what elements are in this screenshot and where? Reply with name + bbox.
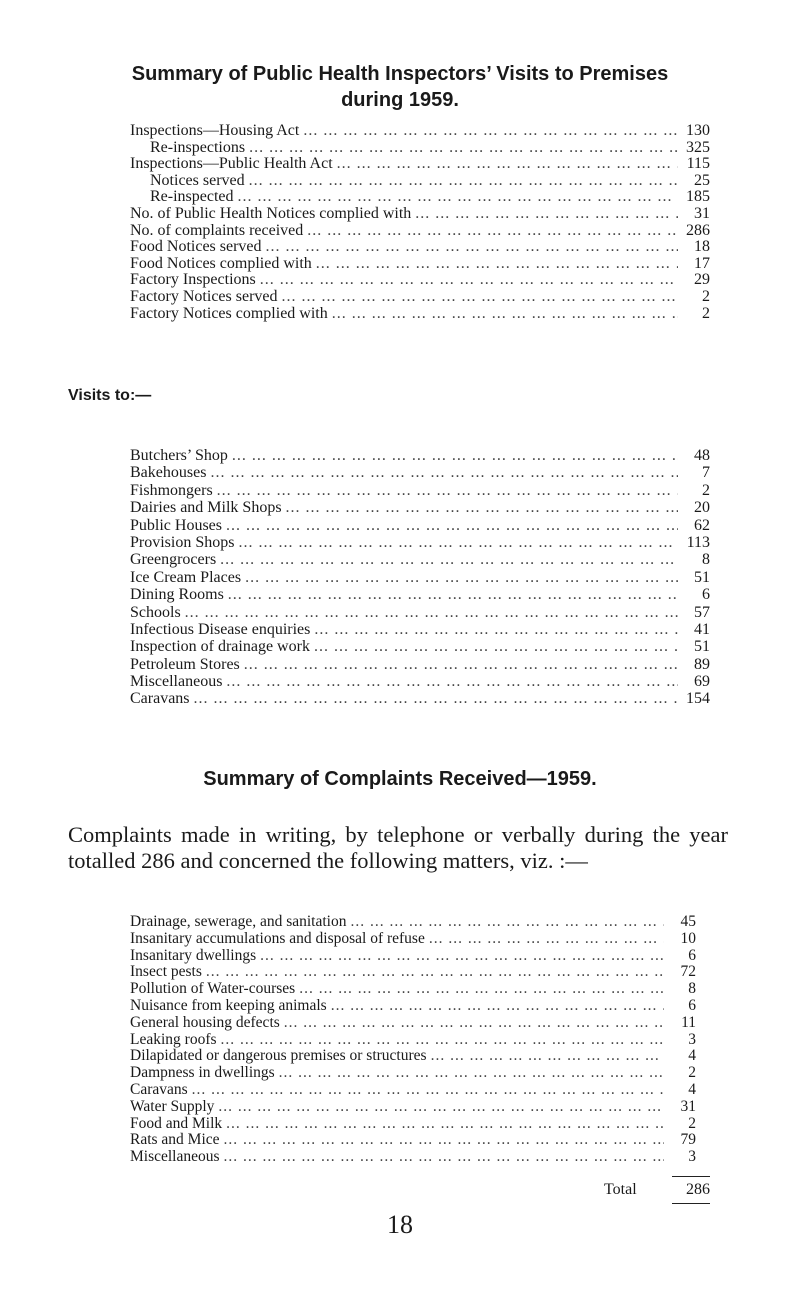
item-value: 10 — [680, 929, 696, 947]
list-item — [130, 306, 710, 323]
item-value: 69 — [694, 673, 710, 691]
item-label: Caravans — [130, 690, 190, 708]
complaints-heading: Summary of Complaints Received—1959. — [203, 768, 597, 790]
list-item — [130, 1116, 696, 1133]
item-value: 51 — [694, 568, 710, 586]
item-value: 113 — [686, 533, 710, 551]
list-item — [130, 1032, 696, 1049]
leader-dots — [222, 673, 678, 690]
item-label: Insanitary dwellings — [130, 946, 257, 964]
item-value: 185 — [686, 188, 710, 206]
item-label: Notices served — [150, 171, 245, 189]
item-label: Dining Rooms — [130, 586, 224, 604]
list-item — [130, 998, 696, 1015]
item-label: Miscellaneous — [130, 673, 223, 691]
item-value: 48 — [694, 447, 710, 464]
item-value: 8 — [688, 980, 696, 998]
leader-dots — [220, 1149, 664, 1166]
page-title: Summary of Public Health Inspectors’ Visits to Premises — [131, 63, 669, 85]
item-label: Petroleum Stores — [130, 655, 240, 673]
total-rule-bottom — [672, 1203, 710, 1204]
item-label: Miscellaneous — [130, 1148, 220, 1166]
item-value: 51 — [694, 638, 710, 656]
item-label: Factory Notices served — [130, 287, 278, 305]
list-item — [130, 123, 710, 140]
complaints-list — [130, 914, 696, 1166]
item-label: Factory Notices complied with — [130, 304, 328, 322]
list-item — [130, 690, 710, 707]
leader-dots — [206, 464, 678, 481]
leader-dots — [216, 551, 678, 568]
page-number: 18 — [387, 1210, 413, 1239]
item-value: 17 — [694, 254, 710, 272]
leader-dots — [228, 447, 678, 464]
item-value: 79 — [680, 1131, 696, 1149]
item-label: Caravans — [130, 1080, 188, 1098]
list-item — [130, 981, 696, 998]
visits-heading: Visits to:— — [68, 387, 152, 404]
item-value: 6 — [688, 996, 696, 1014]
leader-dots — [299, 123, 678, 140]
leader-dots — [295, 981, 664, 998]
item-value: 11 — [681, 1013, 696, 1031]
item-value: 2 — [688, 1064, 696, 1082]
list-item — [130, 189, 710, 206]
list-item — [130, 656, 710, 673]
item-label: General housing defects — [130, 1013, 280, 1031]
item-value: 89 — [694, 655, 710, 673]
item-label: Food Notices served — [130, 238, 262, 256]
item-label: Rats and Mice — [130, 1131, 220, 1149]
item-label: Fishmongers — [130, 481, 213, 499]
list-item — [130, 586, 710, 603]
item-value: 6 — [702, 586, 710, 604]
item-value: 286 — [686, 221, 710, 239]
item-value: 3 — [688, 1148, 696, 1166]
leader-dots — [303, 223, 678, 240]
list-item — [130, 621, 710, 638]
item-label: Insect pests — [130, 963, 202, 981]
item-value: 20 — [694, 499, 710, 517]
item-label: Public Houses — [130, 516, 222, 534]
leader-dots — [222, 517, 678, 534]
item-label: Factory Inspections — [130, 271, 256, 289]
leader-dots — [202, 964, 664, 981]
list-item — [130, 272, 710, 289]
list-item — [130, 1082, 696, 1099]
leader-dots — [275, 1065, 664, 1082]
leader-dots — [282, 499, 678, 516]
leader-dots — [278, 289, 678, 306]
list-item — [130, 931, 696, 948]
list-item — [130, 914, 696, 931]
item-label: Greengrocers — [130, 551, 217, 569]
total-label: Total — [604, 1181, 637, 1198]
item-label: Ice Cream Places — [130, 568, 242, 586]
leader-dots — [411, 206, 678, 223]
leader-dots — [312, 256, 678, 273]
leader-dots — [224, 586, 678, 603]
leader-dots — [328, 306, 678, 323]
list-item — [130, 1065, 696, 1082]
total-row — [604, 1181, 710, 1199]
item-value: 4 — [688, 1047, 696, 1065]
leader-dots — [427, 1048, 664, 1065]
leader-dots — [190, 690, 678, 707]
list-item — [130, 140, 710, 157]
item-value: 18 — [694, 238, 710, 256]
item-label: Water Supply — [130, 1097, 215, 1115]
leader-dots — [213, 482, 678, 499]
item-label: Schools — [130, 603, 181, 621]
leader-dots — [256, 272, 678, 289]
leader-dots — [240, 656, 678, 673]
item-value: 31 — [680, 1097, 696, 1115]
leader-dots — [310, 621, 678, 638]
list-item — [130, 1048, 696, 1065]
total-rule-top — [672, 1176, 710, 1177]
leader-dots — [245, 140, 678, 157]
item-value: 25 — [694, 171, 710, 189]
item-value: 130 — [686, 122, 710, 139]
list-item — [130, 1099, 696, 1116]
item-label: Dilapidated or dangerous premises or structures — [130, 1047, 427, 1065]
leader-dots — [220, 1132, 664, 1149]
item-label: Provision Shops — [130, 533, 235, 551]
leader-dots — [256, 948, 664, 965]
item-value: 3 — [688, 1030, 696, 1048]
leader-dots — [333, 156, 678, 173]
leader-dots — [310, 638, 678, 655]
leader-dots — [181, 604, 678, 621]
item-value: 57 — [694, 603, 710, 621]
leader-dots — [245, 173, 678, 190]
item-value: 72 — [680, 963, 696, 981]
item-label: Inspections—Public Health Act — [130, 155, 333, 173]
item-label: Inspections—Housing Act — [130, 122, 300, 139]
item-value: 4 — [688, 1080, 696, 1098]
item-value: 41 — [694, 620, 710, 638]
list-item — [130, 604, 710, 621]
list-item — [130, 464, 710, 481]
item-label: Food and Milk — [130, 1114, 223, 1132]
leader-dots — [217, 1032, 664, 1049]
visits-list — [130, 447, 710, 708]
list-item — [130, 534, 710, 551]
list-item — [130, 156, 710, 173]
list-item — [130, 551, 710, 568]
item-label: Re-inspected — [150, 188, 234, 206]
list-item — [130, 173, 710, 190]
list-item — [130, 482, 710, 499]
list-item — [130, 1149, 696, 1166]
list-item — [130, 206, 710, 223]
item-value: 325 — [686, 138, 710, 156]
item-label: Pollution of Water-courses — [130, 980, 296, 998]
leader-dots — [222, 1116, 664, 1133]
list-item — [130, 673, 710, 690]
item-value: 6 — [688, 946, 696, 964]
list-item — [130, 239, 710, 256]
item-label: Dairies and Milk Shops — [130, 499, 282, 517]
item-value: 154 — [686, 690, 710, 708]
item-label: Infectious Disease enquiries — [130, 620, 311, 638]
item-value: 8 — [702, 551, 710, 569]
list-item — [130, 638, 710, 655]
item-label: Nuisance from keeping animals — [130, 996, 327, 1014]
leader-dots — [241, 569, 678, 586]
item-value: 2 — [702, 481, 710, 499]
list-item — [130, 964, 696, 981]
item-label: Butchers’ Shop — [130, 447, 228, 464]
page-subtitle: during 1959. — [341, 89, 459, 111]
item-label: Drainage, sewerage, and sanitation — [130, 913, 347, 930]
inspections-list — [130, 123, 710, 322]
leader-dots — [346, 914, 664, 931]
leader-dots — [234, 534, 678, 551]
item-value: 7 — [702, 464, 710, 482]
list-item — [130, 256, 710, 273]
item-label: Re-inspections — [150, 138, 246, 156]
item-label: Inspection of drainage work — [130, 638, 310, 656]
item-value: 29 — [694, 271, 710, 289]
item-value: 115 — [686, 155, 710, 173]
leader-dots — [280, 1015, 664, 1032]
item-label: Food Notices complied with — [130, 254, 312, 272]
item-value: 2 — [702, 304, 710, 322]
item-value: 2 — [702, 287, 710, 305]
total-value: 286 — [686, 1181, 710, 1198]
list-item — [130, 517, 710, 534]
list-item — [130, 447, 710, 464]
list-item — [130, 948, 696, 965]
item-label: No. of Public Health Notices complied with — [130, 204, 412, 222]
list-item — [130, 1015, 696, 1032]
item-label: No. of complaints received — [130, 221, 304, 239]
leader-dots — [188, 1082, 664, 1099]
leader-dots — [234, 189, 678, 206]
item-value: 45 — [680, 913, 696, 930]
item-label: Bakehouses — [130, 464, 207, 482]
complaints-intro: Complaints made in writing, by telephone or verbally during the year totalled 286 and concerned the following matters, viz. :— — [68, 822, 728, 873]
item-label: Leaking roofs — [130, 1030, 217, 1048]
item-value: 31 — [694, 204, 710, 222]
list-item — [130, 1132, 696, 1149]
item-value: 62 — [694, 516, 710, 534]
list-item — [130, 289, 710, 306]
list-item — [130, 499, 710, 516]
item-label: Dampness in dwellings — [130, 1064, 275, 1082]
item-label: Insanitary accumulations and disposal of refuse — [130, 929, 425, 947]
list-item — [130, 223, 710, 240]
leader-dots — [425, 931, 664, 948]
list-item — [130, 569, 710, 586]
item-value: 2 — [688, 1114, 696, 1132]
leader-dots — [214, 1099, 664, 1116]
leader-dots — [327, 998, 664, 1015]
leader-dots — [262, 239, 678, 256]
